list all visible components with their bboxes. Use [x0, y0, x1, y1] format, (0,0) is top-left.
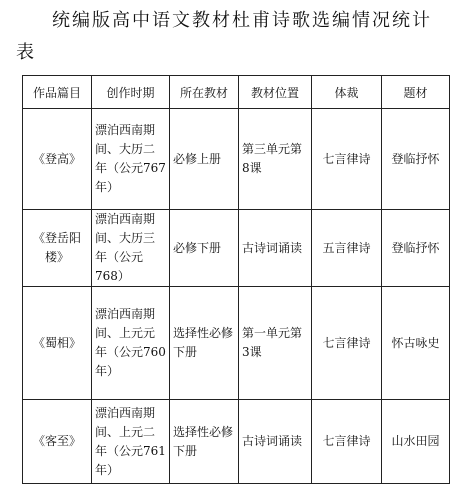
cell-work: 《蜀相》	[23, 287, 92, 400]
cell-position: 古诗词诵读	[239, 400, 312, 484]
cell-period: 漂泊西南期间、上元元年（公元760年）	[92, 287, 170, 400]
cell-position: 古诗词诵读	[239, 210, 312, 287]
header-work: 作品篇目	[23, 76, 92, 109]
cell-position: 第三单元第8课	[239, 109, 312, 210]
header-position: 教材位置	[239, 76, 312, 109]
cell-textbook: 必修上册	[170, 109, 239, 210]
cell-form: 七言律诗	[312, 109, 382, 210]
table-row	[23, 400, 450, 484]
header-form: 体裁	[312, 76, 382, 109]
document-title: 统编版高中语文教材杜甫诗歌选编情况统计表	[16, 10, 432, 63]
cell-form: 七言律诗	[312, 287, 382, 400]
cell-period: 漂泊西南期间、大历二年（公元767年）	[92, 109, 170, 210]
statistics-table	[22, 75, 450, 484]
cell-textbook: 选择性必修下册	[170, 400, 239, 484]
cell-work: 《登高》	[23, 109, 92, 210]
cell-period: 漂泊西南期间、大历三年（公元768）	[92, 210, 170, 287]
cell-theme: 怀古咏史	[382, 287, 450, 400]
cell-work: 《登岳阳楼》	[23, 210, 92, 287]
cell-form: 五言律诗	[312, 210, 382, 287]
cell-work: 《客至》	[23, 400, 92, 484]
cell-theme: 登临抒怀	[382, 109, 450, 210]
table-header-row	[23, 76, 450, 109]
table-row	[23, 109, 450, 210]
header-period: 创作时期	[92, 76, 170, 109]
table-row	[23, 287, 450, 400]
cell-textbook: 选择性必修下册	[170, 287, 239, 400]
header-theme: 题材	[382, 76, 450, 109]
cell-textbook: 必修下册	[170, 210, 239, 287]
cell-theme: 山水田园	[382, 400, 450, 484]
cell-form: 七言律诗	[312, 400, 382, 484]
header-textbook: 所在教材	[170, 76, 239, 109]
cell-theme: 登临抒怀	[382, 210, 450, 287]
cell-period: 漂泊西南期间、上元二年（公元761年）	[92, 400, 170, 484]
table-row	[23, 210, 450, 287]
cell-position: 第一单元第3课	[239, 287, 312, 400]
